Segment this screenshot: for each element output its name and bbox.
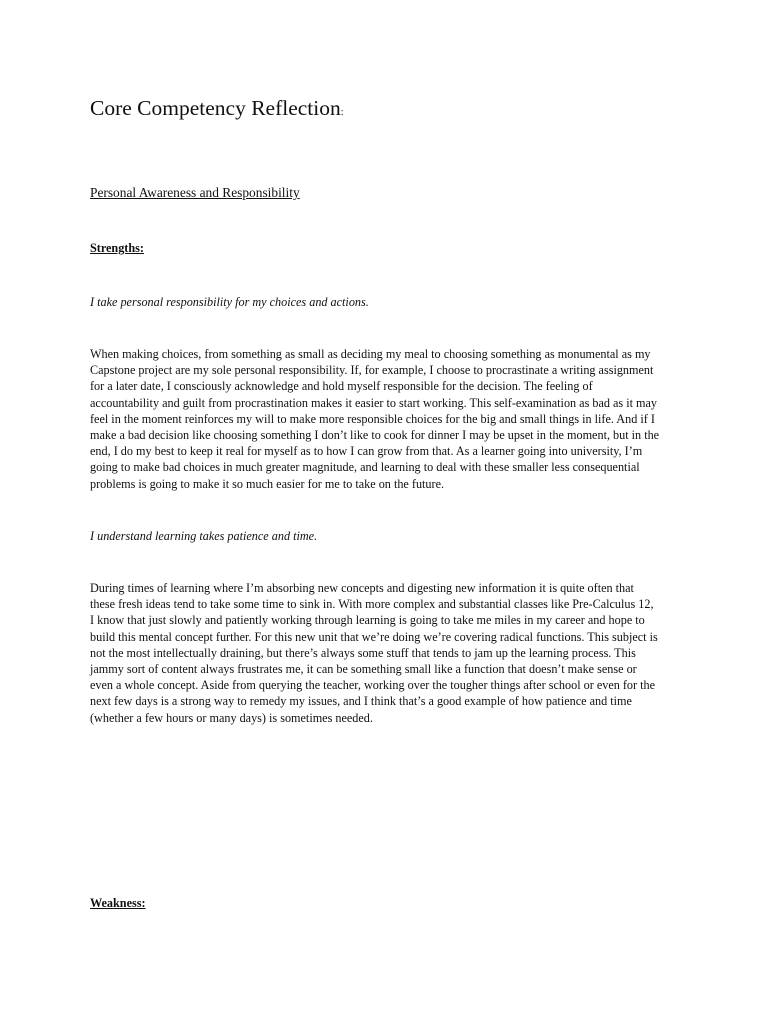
paragraph-line: even a whole concept. Aside from querying the teacher, working over the tougher things after school or even for the (90, 678, 656, 693)
strengths-heading: Strengths: (90, 241, 144, 255)
document-title (90, 94, 344, 127)
document-title-text: Core Competency Reflection (90, 96, 341, 120)
paragraph-line: During times of learning where I’m absorbing new concepts and digesting new information it is quite often that (90, 581, 634, 595)
paragraph-line: build this mental concept further. For this new unit that we’re doing we’re covering radical functions. This subject is (90, 629, 658, 644)
paragraph-line: not the most intellectually draining, but there’s always some stuff that tends to jam up the learning process. This (90, 645, 636, 660)
strength-paragraph-2 (90, 580, 680, 726)
paragraph-line: Capstone project are my sole personal responsibility. If, for example, I choose to procrastinate a writing assignment (90, 363, 654, 378)
strength-paragraph-1 (90, 346, 680, 492)
strength-statement-1: I take personal responsibility for my choices and actions. (90, 295, 369, 309)
section-heading: Personal Awareness and Responsibility (90, 185, 300, 200)
strength-statement-2: I understand learning takes patience and time. (90, 529, 318, 543)
paragraph-line: next few days is a strong way to remedy my issues, and I think that’s a good example of how patience and time (90, 694, 632, 709)
paragraph-line: for a later date, I consciously acknowledge and hold myself responsible for the decision. The feeling of (90, 379, 593, 394)
paragraph-line: end, I do my best to keep it real for myself as to how I can grow from that. As a learner going into university, I’m (90, 444, 643, 459)
paragraph-line: problems is going to make it so much easier for me to take on the future. (90, 476, 445, 491)
paragraph-line: these fresh ideas tend to take some time to sink in. With more complex and substantial classes like Pre-Calculus 12, (90, 597, 654, 612)
paragraph-line: (whether a few hours or many days) is sometimes needed. (90, 710, 373, 725)
paragraph-line: I know that just slowly and patiently working through learning is going to take me miles in my career and hope to (90, 613, 645, 628)
paragraph-line: feel in the moment reinforces my will to make more responsible choices for the big and small things in life. And if I (90, 411, 655, 426)
document-title-colon: : (340, 107, 344, 118)
paragraph-line: When making choices, from something as small as deciding my meal to choosing something as monumental as my (90, 347, 651, 361)
paragraph-line: make a bad decision like choosing something I don’t like to cook for dinner I may be upset in the moment, but in the (90, 428, 660, 443)
paragraph-line: jammy sort of content always frustrates me, it can be something small like a function that doesn’t make sense or (90, 662, 637, 677)
paragraph-line: accountability and guilt from procrastination makes it easier to start working. This self-examination as bad as it may (90, 395, 658, 410)
weakness-heading: Weakness: (90, 896, 146, 910)
paragraph-line: going to make bad choices in much greater magnitude, and learning to deal with these smaller less consequential (90, 460, 640, 475)
